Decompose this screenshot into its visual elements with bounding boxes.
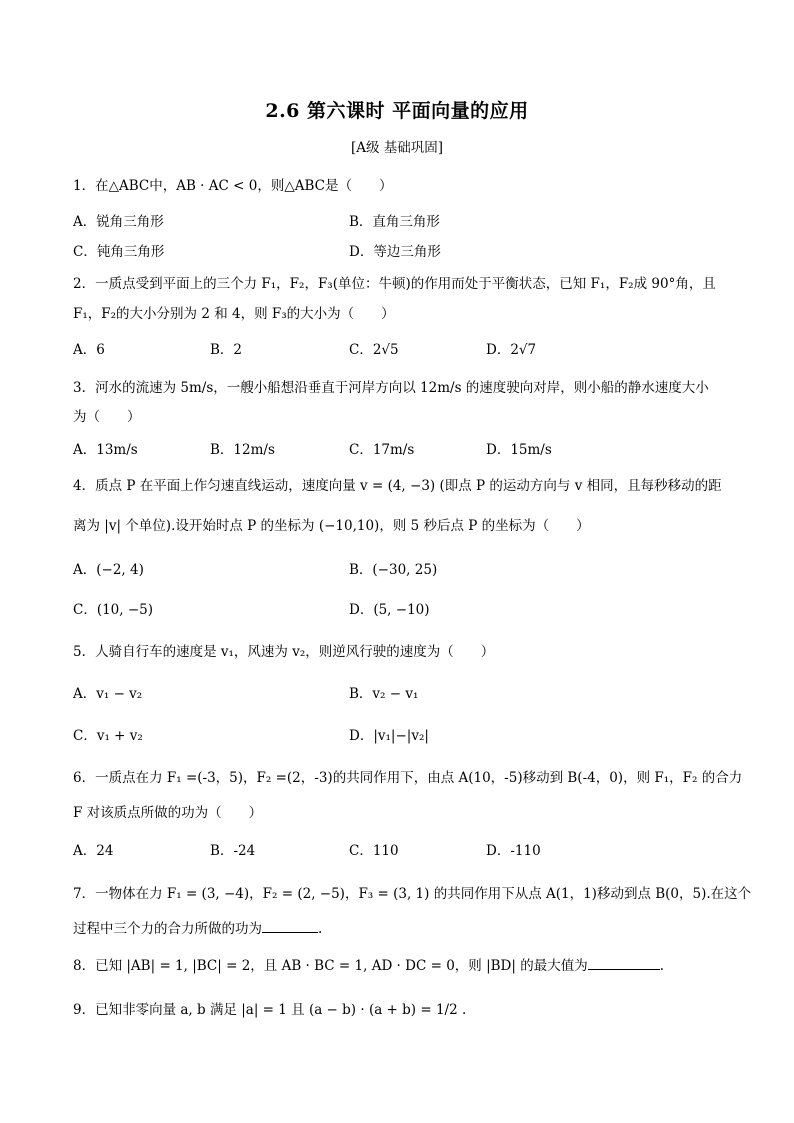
q2-stem-line1: 2．一质点受到平面上的三个力 F₁，F₂，F₃(单位：牛顿)的作用而处于平衡状态，已知 F₁，F₂成 90°角，且	[73, 276, 716, 292]
q4-option-d: D．(5, −10)	[349, 602, 430, 618]
q6-stem-line1: 6．一质点在力 F₁ =(-3，5)，F₂ =(2，-3)的共同作用下，由点 A(10，-5)移动到 B(-4，0)，则 F₁，F₂ 的合力	[73, 770, 743, 786]
q5-option-c: C．v₁ + v₂	[73, 728, 143, 744]
page-title: 2.6 第六课时 平面向量的应用	[265, 100, 529, 122]
q3-stem-line2: 为（ ）	[73, 409, 141, 425]
q3-option-a: A．13m/s	[73, 442, 138, 458]
q6-stem-line2: F 对该质点所做的功为（ ）	[73, 805, 263, 821]
q3-option-c: C．17m/s	[349, 442, 415, 458]
q8-stem-text: 8．已知 |AB| = 1, |BC| = 2，且 AB · BC = 1, AD · DC = 0，则 |BD| 的最大值为	[73, 958, 588, 974]
q8-stem-line: 8．已知 |AB| = 1, |BC| = 2，且 AB · BC = 1, AD · DC = 0，则 |BD| 的最大值为 .	[73, 955, 664, 976]
level-label: [A级 基础巩固]	[350, 140, 444, 156]
q7-answer-blank[interactable]	[262, 918, 318, 933]
q3-option-b: B．12m/s	[210, 442, 275, 458]
q2-option-d: D．2√7	[486, 342, 537, 358]
q4-option-a: A．(−2, 4)	[73, 562, 144, 578]
q4-stem-line1: 4．质点 P 在平面上作匀速直线运动，速度向量 v = (4, −3) (即点 P 的运动方向与 v 相同，且每秒移动的距	[73, 478, 722, 494]
q1-option-a: A．锐角三角形	[73, 214, 164, 230]
q1-option-c: C．钝角三角形	[73, 244, 165, 260]
q9-stem: 9．已知非零向量 a, b 满足 |a| = 1 且 (a − b) · (a + b) = 1/2 .	[73, 1002, 467, 1018]
q6-option-c: C．110	[349, 843, 399, 859]
q5-option-a: A．v₁ − v₂	[73, 686, 143, 702]
q2-option-c: C．2√5	[349, 342, 399, 358]
q7-stem-text: 过程中三个力的合力所做的功为	[73, 921, 262, 937]
q4-stem-line2: 离为 |v| 个单位).设开始时点 P 的坐标为 (−10,10)，则 5 秒后点 P 的坐标为（ ）	[73, 518, 590, 534]
q4-option-c: C．(10, −5)	[73, 602, 154, 618]
q6-option-a: A．24	[73, 843, 114, 859]
q5-option-d: D．|v₁|−|v₂|	[349, 728, 429, 744]
q2-stem-line2: F₁，F₂的大小分别为 2 和 4，则 F₃的大小为（ ）	[73, 306, 395, 322]
q1-stem: 1．在△ABC中，AB · AC < 0，则△ABC是（ ）	[73, 178, 393, 194]
q5-stem: 5．人骑自行车的速度是 v₁，风速为 v₂，则逆风行驶的速度为（ ）	[73, 644, 495, 660]
q1-option-d: D．等边三角形	[349, 244, 441, 260]
q7-stem-line2: 过程中三个力的合力所做的功为 .	[73, 918, 322, 939]
q3-stem-line1: 3．河水的流速为 5m/s，一艘小船想沿垂直于河岸方向以 12m/s 的速度驶向对岸，则小船的静水速度大小	[73, 380, 709, 396]
q5-option-b: B．v₂ − v₁	[349, 686, 419, 702]
q7-stem-line1: 7．一物体在力 F₁ = (3, −4)，F₂ = (2, −5)，F₃ = (3, 1) 的共同作用下从点 A(1，1)移动到点 B(0，5).在这个	[73, 886, 752, 902]
q2-option-a: A．6	[73, 342, 105, 358]
q1-option-b: B．直角三角形	[349, 214, 440, 230]
q4-option-b: B．(−30, 25)	[349, 562, 438, 578]
q6-option-b: B．-24	[210, 843, 256, 859]
q6-option-d: D．-110	[486, 843, 541, 859]
q3-option-d: D．15m/s	[486, 442, 552, 458]
q2-option-b: B．2	[210, 342, 243, 358]
q8-answer-blank[interactable]	[588, 955, 660, 970]
